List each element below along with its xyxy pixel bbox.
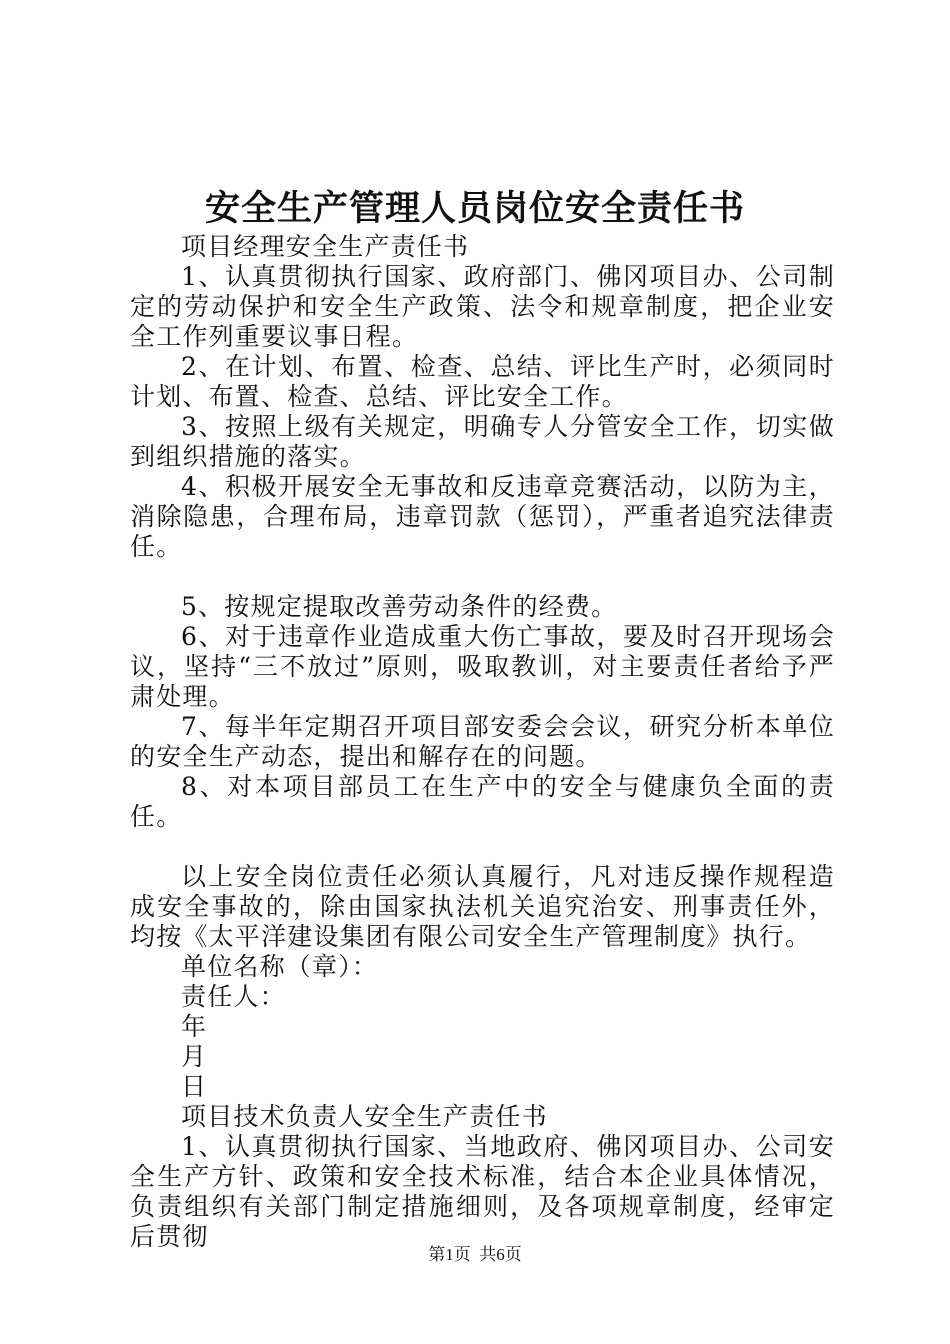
- clause-paragraph: 3、按照上级有关规定，明确专人分管安全工作，切实做到组织措施的落实。: [130, 412, 835, 471]
- page-number-footer: 第1页 共6页: [428, 1245, 522, 1264]
- responsible-person-label: 责任人：: [181, 982, 286, 1011]
- section-heading: 项目技术负责人安全生产责任书: [181, 1102, 548, 1131]
- clause-paragraph: 1、认真贯彻执行国家、政府部门、佛冈项目办、公司制定的劳动保护和安全生产政策、法令和规章制度，把企业安全工作列重要议事日程。: [130, 262, 835, 351]
- closing-paragraph: 以上安全岗位责任必须认真履行，凡对违反操作规程造成安全事故的，除由国家执法机关追究治安、刑事责任外，均按《太平洋建设集团有限公司安全生产管理制度》执行。: [130, 862, 835, 951]
- blank-line: [130, 562, 835, 592]
- clause-paragraph: 7、每半年定期召开项目部安委会会议，研究分析本单位的安全生产动态，提出和解存在的问题。: [130, 712, 835, 771]
- date-year-label: 年: [181, 1012, 208, 1041]
- clause-paragraph: 5、按规定提取改善劳动条件的经费。: [181, 592, 618, 621]
- clause-paragraph: 6、对于违章作业造成重大伤亡事故，要及时召开现场会议，坚持“三不放过”原则，吸取教训，对主要责任者给予严肃处理。: [130, 622, 835, 711]
- document-title: 安全生产管理人员岗位安全责任书: [204, 188, 745, 229]
- section-heading: 项目经理安全生产责任书: [181, 232, 470, 261]
- date-month-label: 月: [181, 1042, 208, 1071]
- clause-paragraph: 1、认真贯彻执行国家、当地政府、佛冈项目办、公司安全生产方针、政策和安全技术标准，结合本企业具体情况，负责组织有关部门制定措施细则，及各项规章制度，经审定后贯彻: [130, 1132, 835, 1251]
- clause-paragraph: 8、对本项目部员工在生产中的安全与健康负全面的责任。: [130, 772, 835, 831]
- unit-name-label: 单位名称（章）：: [181, 952, 379, 981]
- date-day-label: 日: [181, 1072, 208, 1101]
- document-body: [130, 232, 835, 1252]
- blank-line: [130, 832, 835, 862]
- clause-paragraph: 2、在计划、布置、检查、总结、评比生产时，必须同时计划、布置、检查、总结、评比安全工作。: [130, 352, 835, 411]
- clause-paragraph: 4、积极开展安全无事故和反违章竞赛活动，以防为主，消除隐患，合理布局，违章罚款（惩罚），严重者追究法律责任。: [130, 472, 835, 561]
